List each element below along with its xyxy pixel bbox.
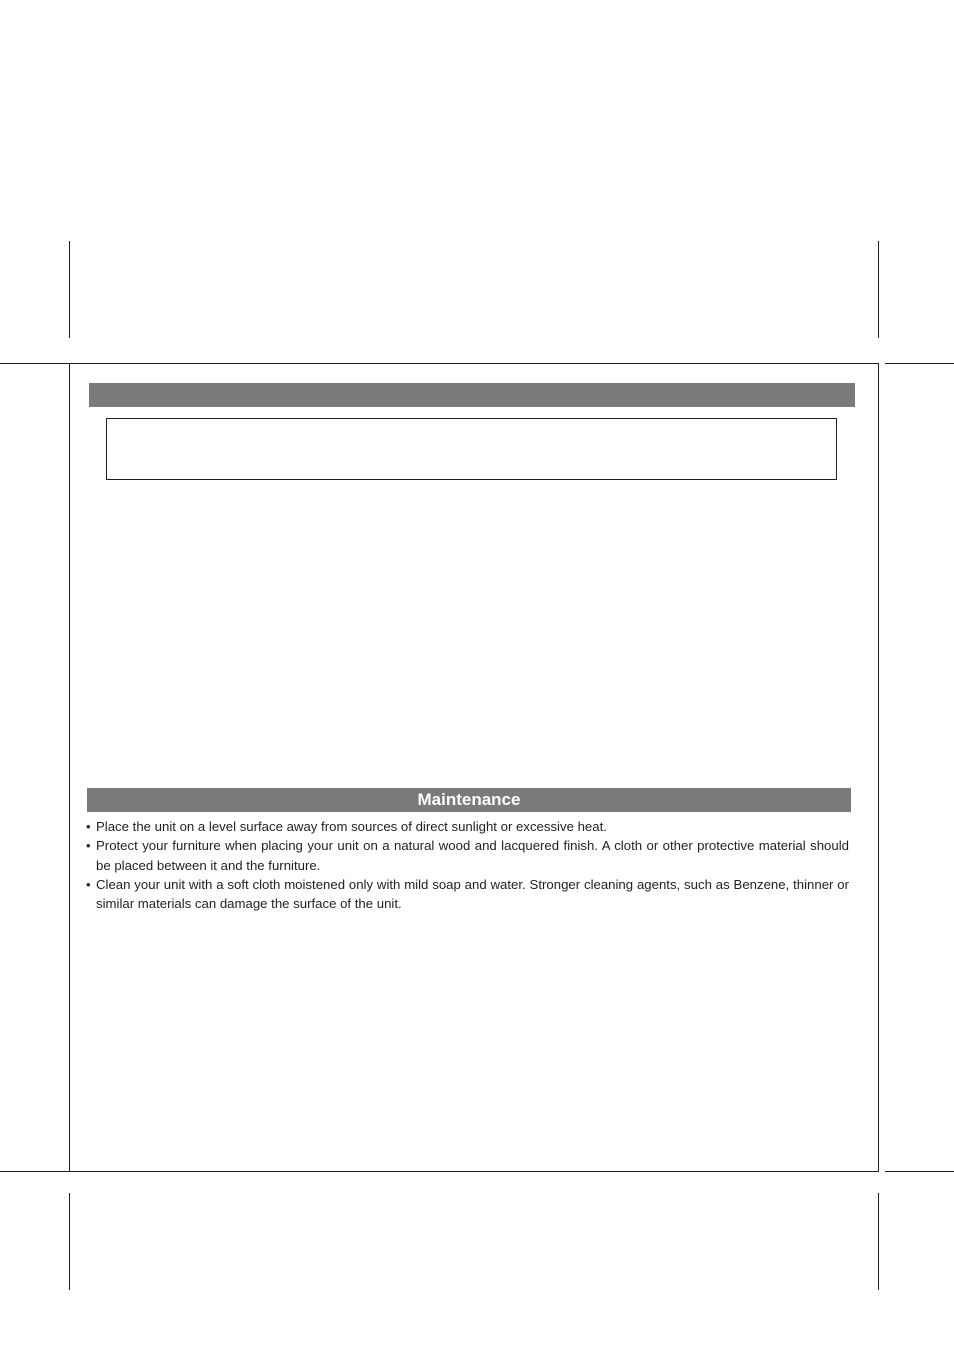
crop-mark-top-right [878, 241, 879, 338]
crop-mark-right-top [885, 363, 954, 364]
page-frame-left [69, 363, 70, 1172]
maintenance-list [86, 817, 849, 913]
page-frame-top [69, 363, 879, 364]
crop-mark-top-left [69, 241, 70, 338]
list-item-text: Protect your furniture when placing your unit on a natural wood and lacquered finish. A cloth or other protective material should be placed between it and the furniture. [96, 838, 849, 873]
maintenance-header: Maintenance [87, 788, 851, 812]
crop-mark-left-bottom [0, 1171, 69, 1172]
list-item [86, 817, 849, 836]
blank-section-header-bar [89, 383, 855, 407]
bullet-icon: • [86, 819, 91, 834]
bullet-icon: • [86, 838, 91, 854]
bullet-icon: • [86, 876, 91, 892]
crop-mark-bottom-right [878, 1193, 879, 1290]
list-item [86, 836, 849, 875]
list-item [86, 875, 849, 914]
crop-mark-bottom-left [69, 1193, 70, 1290]
list-item-text: Clean your unit with a soft cloth moistened only with mild soap and water. Stronger cleaning agents, such as Benzene, thinner or similar materials can damage the surface of the unit. [96, 876, 849, 912]
list-item-text: Place the unit on a level surface away from sources of direct sunlight or excessive heat. [96, 819, 607, 834]
crop-mark-left-top [0, 363, 69, 364]
page-frame-bottom [69, 1171, 879, 1172]
empty-notice-box [106, 418, 837, 480]
page-frame-right [878, 363, 879, 1172]
crop-mark-right-bottom [885, 1171, 954, 1172]
